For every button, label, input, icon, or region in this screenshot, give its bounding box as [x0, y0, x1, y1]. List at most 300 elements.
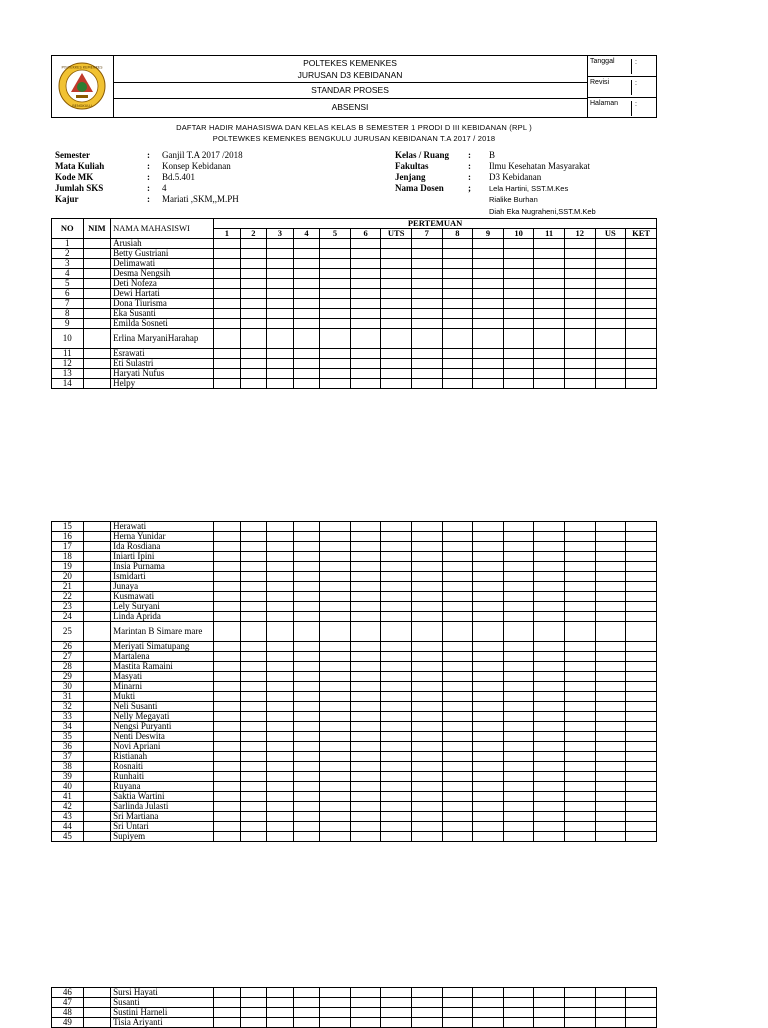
row-attendance-cell [626, 552, 657, 562]
row-nim [83, 379, 111, 389]
row-attendance-cell [442, 832, 473, 842]
row-attendance-cell [503, 329, 534, 349]
row-attendance-cell [595, 249, 626, 259]
row-attendance-cell [267, 722, 294, 732]
row-name: Lely Suryani [111, 602, 214, 612]
row-attendance-cell [442, 812, 473, 822]
row-attendance-cell [595, 329, 626, 349]
col-header-session: 8 [442, 229, 473, 239]
row-attendance-cell [350, 289, 381, 299]
row-attendance-cell [214, 672, 241, 682]
row-attendance-cell [293, 602, 320, 612]
row-nim [83, 269, 111, 279]
row-attendance-cell [534, 349, 565, 359]
row-attendance-cell [503, 542, 534, 552]
row-attendance-cell [350, 832, 381, 842]
row-attendance-cell [381, 259, 412, 269]
row-nim [83, 249, 111, 259]
table-row [52, 742, 657, 752]
row-no: 13 [52, 369, 84, 379]
row-attendance-cell [503, 662, 534, 672]
row-attendance-cell [214, 379, 241, 389]
row-attendance-cell [267, 832, 294, 842]
row-attendance-cell [626, 562, 657, 572]
row-attendance-cell [412, 752, 443, 762]
row-attendance-cell [626, 832, 657, 842]
row-attendance-cell [267, 249, 294, 259]
row-nim [83, 309, 111, 319]
row-name: Masyati [111, 672, 214, 682]
table-row [52, 592, 657, 602]
row-nim [83, 712, 111, 722]
row-attendance-cell [293, 269, 320, 279]
row-no: 18 [52, 552, 84, 562]
row-attendance-cell [320, 702, 351, 712]
row-attendance-cell [381, 742, 412, 752]
row-attendance-cell [564, 259, 595, 269]
table-row [52, 998, 657, 1008]
row-name: Nelly Megayati [111, 712, 214, 722]
row-attendance-cell [350, 602, 381, 612]
row-attendance-cell [442, 702, 473, 712]
col-header-session: 4 [293, 229, 320, 239]
row-attendance-cell [411, 379, 442, 389]
row-attendance-cell [503, 319, 534, 329]
row-attendance-cell [240, 562, 267, 572]
info-value: D3 Kebidanan [489, 172, 542, 182]
row-attendance-cell [442, 672, 473, 682]
row-attendance-cell [626, 542, 657, 552]
row-attendance-cell [412, 662, 443, 672]
row-nim [83, 572, 111, 582]
row-attendance-cell [595, 532, 626, 542]
row-attendance-cell [503, 722, 534, 732]
row-attendance-cell [564, 239, 595, 249]
row-attendance-cell [411, 359, 442, 369]
row-attendance-cell [442, 1008, 473, 1018]
row-attendance-cell [534, 812, 565, 822]
row-attendance-cell [320, 329, 351, 349]
row-attendance-cell [240, 652, 267, 662]
row-attendance-cell [381, 772, 412, 782]
row-attendance-cell [320, 359, 351, 369]
row-attendance-cell [320, 742, 351, 752]
row-attendance-cell [564, 279, 595, 289]
row-attendance-cell [534, 692, 565, 702]
table-row [52, 369, 657, 379]
row-name: Mukti [111, 692, 214, 702]
row-attendance-cell [473, 329, 504, 349]
row-attendance-cell [473, 772, 504, 782]
meta-row-tanggal [587, 56, 656, 76]
row-attendance-cell [411, 259, 442, 269]
row-attendance-cell [381, 812, 412, 822]
row-attendance-cell [293, 832, 320, 842]
row-attendance-cell [293, 672, 320, 682]
table-row [52, 289, 657, 299]
col-header-session: 1 [214, 229, 241, 239]
row-attendance-cell [240, 329, 267, 349]
row-attendance-cell [626, 812, 657, 822]
row-attendance-cell [473, 722, 504, 732]
row-attendance-cell [442, 988, 473, 998]
row-attendance-cell [412, 582, 443, 592]
row-attendance-cell [534, 269, 565, 279]
row-attendance-cell [595, 369, 626, 379]
row-attendance-cell [565, 652, 596, 662]
row-attendance-cell [267, 349, 294, 359]
row-attendance-cell [320, 1008, 351, 1018]
row-attendance-cell [534, 662, 565, 672]
row-attendance-cell [473, 249, 504, 259]
row-attendance-cell [320, 542, 351, 552]
row-attendance-cell [240, 692, 267, 702]
meta-colon: : [635, 59, 637, 66]
row-attendance-cell [267, 642, 294, 652]
row-attendance-cell [320, 782, 351, 792]
row-attendance-cell [503, 802, 534, 812]
row-attendance-cell [473, 988, 504, 998]
row-attendance-cell [320, 672, 351, 682]
row-attendance-cell [534, 572, 565, 582]
row-attendance-cell [442, 329, 473, 349]
row-attendance-cell [595, 722, 626, 732]
row-attendance-cell [595, 309, 626, 319]
row-attendance-cell [565, 702, 596, 712]
row-attendance-cell [503, 682, 534, 692]
row-attendance-cell [320, 622, 351, 642]
row-nim [83, 782, 111, 792]
row-attendance-cell [240, 998, 267, 1008]
row-no: 42 [52, 802, 84, 812]
row-nim [83, 652, 111, 662]
table-row [52, 349, 657, 359]
row-attendance-cell [267, 998, 294, 1008]
row-no: 28 [52, 662, 84, 672]
row-attendance-cell [565, 572, 596, 582]
row-nim [83, 592, 111, 602]
row-attendance-cell [534, 998, 565, 1008]
row-attendance-cell [412, 702, 443, 712]
row-attendance-cell [442, 692, 473, 702]
row-attendance-cell [503, 532, 534, 542]
row-attendance-cell [534, 602, 565, 612]
info-label: Kajur [55, 194, 79, 204]
row-attendance-cell [412, 542, 443, 552]
row-no: 21 [52, 582, 84, 592]
row-attendance-cell [240, 239, 267, 249]
info-separator: : [468, 172, 471, 182]
row-attendance-cell [214, 349, 241, 359]
row-attendance-cell [381, 572, 412, 582]
row-no: 15 [52, 522, 84, 532]
row-attendance-cell [320, 239, 351, 249]
row-nim [83, 802, 111, 812]
row-attendance-cell [214, 522, 241, 532]
row-attendance-cell [381, 532, 412, 542]
row-attendance-cell [350, 642, 381, 652]
row-attendance-cell [240, 832, 267, 842]
row-nim [83, 259, 111, 269]
col-header-session: 11 [534, 229, 565, 239]
row-attendance-cell [240, 1018, 267, 1028]
table-row [52, 572, 657, 582]
info-value: Ilmu Kesehatan Masyarakat [489, 161, 590, 171]
row-attendance-cell [293, 662, 320, 672]
row-attendance-cell [350, 582, 381, 592]
row-attendance-cell [381, 309, 412, 319]
row-no: 31 [52, 692, 84, 702]
row-attendance-cell [626, 672, 657, 682]
row-attendance-cell [595, 239, 626, 249]
row-nim [83, 822, 111, 832]
row-attendance-cell [214, 702, 241, 712]
row-attendance-cell [240, 762, 267, 772]
row-attendance-cell [412, 622, 443, 642]
attendance-table-page-2 [51, 521, 657, 842]
row-attendance-cell [473, 552, 504, 562]
row-attendance-cell [534, 582, 565, 592]
row-attendance-cell [411, 279, 442, 289]
row-attendance-cell [267, 782, 294, 792]
row-nim [83, 702, 111, 712]
row-attendance-cell [503, 309, 534, 319]
row-attendance-cell [595, 299, 626, 309]
row-attendance-cell [412, 1008, 443, 1018]
row-attendance-cell [320, 522, 351, 532]
row-attendance-cell [240, 1008, 267, 1018]
row-attendance-cell [412, 602, 443, 612]
row-attendance-cell [267, 1008, 294, 1018]
row-attendance-cell [503, 782, 534, 792]
table-row [52, 1008, 657, 1018]
attendance-table-page-1 [51, 218, 657, 389]
row-attendance-cell [214, 1018, 241, 1028]
row-attendance-cell [214, 752, 241, 762]
row-attendance-cell [565, 532, 596, 542]
logo-text-top: POLTEKKES KEMENKES [61, 65, 103, 70]
row-attendance-cell [293, 359, 320, 369]
row-attendance-cell [442, 572, 473, 582]
row-attendance-cell [595, 582, 626, 592]
row-attendance-cell [412, 572, 443, 582]
row-attendance-cell [442, 742, 473, 752]
row-attendance-cell [214, 682, 241, 692]
table-header-row [52, 219, 657, 229]
row-attendance-cell [442, 369, 473, 379]
row-attendance-cell [240, 299, 267, 309]
row-attendance-cell [411, 299, 442, 309]
row-attendance-cell [214, 309, 241, 319]
row-name: Neli Susanti [111, 702, 214, 712]
row-attendance-cell [240, 319, 267, 329]
dosen-name: Diah Eka Nugraheni,SST.M.Keb [489, 207, 596, 216]
row-attendance-cell [534, 822, 565, 832]
row-name: Sri Martiana [111, 812, 214, 822]
row-attendance-cell [214, 259, 241, 269]
row-attendance-cell [412, 812, 443, 822]
row-attendance-cell [214, 562, 241, 572]
row-attendance-cell [381, 582, 412, 592]
row-name: Sursi Hayati [111, 988, 214, 998]
row-attendance-cell [293, 572, 320, 582]
row-no: 34 [52, 722, 84, 732]
row-attendance-cell [412, 562, 443, 572]
row-attendance-cell [473, 562, 504, 572]
col-header-session: 12 [564, 229, 595, 239]
row-attendance-cell [293, 319, 320, 329]
row-attendance-cell [595, 782, 626, 792]
col-header-session: 2 [240, 229, 267, 239]
row-attendance-cell [412, 682, 443, 692]
row-no: 8 [52, 309, 84, 319]
row-attendance-cell [214, 582, 241, 592]
row-attendance-cell [534, 988, 565, 998]
row-attendance-cell [350, 802, 381, 812]
row-attendance-cell [214, 592, 241, 602]
row-attendance-cell [293, 279, 320, 289]
row-attendance-cell [267, 802, 294, 812]
row-attendance-cell [534, 712, 565, 722]
row-attendance-cell [320, 369, 351, 379]
row-attendance-cell [267, 988, 294, 998]
row-name: Dona Tiurisma [111, 299, 214, 309]
row-attendance-cell [381, 269, 412, 279]
row-attendance-cell [595, 692, 626, 702]
row-attendance-cell [473, 269, 504, 279]
row-attendance-cell [214, 762, 241, 772]
row-attendance-cell [214, 249, 241, 259]
row-attendance-cell [564, 249, 595, 259]
row-attendance-cell [564, 299, 595, 309]
row-attendance-cell [267, 762, 294, 772]
row-attendance-cell [214, 572, 241, 582]
row-no: 30 [52, 682, 84, 692]
row-no: 20 [52, 572, 84, 582]
row-attendance-cell [442, 682, 473, 692]
header-line-4: ABSENSI [331, 102, 369, 112]
col-header-no: NO [52, 219, 84, 239]
row-attendance-cell [564, 289, 595, 299]
row-attendance-cell [267, 319, 294, 329]
meta-label-halaman: Halaman [590, 100, 619, 107]
row-attendance-cell [293, 1008, 320, 1018]
row-attendance-cell [534, 742, 565, 752]
table-row [52, 732, 657, 742]
row-attendance-cell [293, 712, 320, 722]
row-attendance-cell [503, 822, 534, 832]
row-attendance-cell [442, 259, 473, 269]
row-attendance-cell [412, 532, 443, 542]
row-attendance-cell [293, 249, 320, 259]
row-name: Saktia Wartini [111, 792, 214, 802]
row-attendance-cell [595, 359, 626, 369]
row-attendance-cell [534, 612, 565, 622]
row-attendance-cell [267, 522, 294, 532]
row-attendance-cell [381, 702, 412, 712]
row-no: 12 [52, 359, 84, 369]
row-attendance-cell [564, 319, 595, 329]
row-attendance-cell [534, 732, 565, 742]
info-separator: : [147, 194, 150, 204]
table-row [52, 752, 657, 762]
row-attendance-cell [534, 642, 565, 652]
row-attendance-cell [240, 682, 267, 692]
row-attendance-cell [626, 1018, 657, 1028]
row-attendance-cell [503, 1018, 534, 1028]
row-attendance-cell [293, 822, 320, 832]
meta-row-halaman [587, 98, 656, 118]
row-attendance-cell [473, 712, 504, 722]
row-name: Helpy [111, 379, 214, 389]
row-attendance-cell [565, 672, 596, 682]
row-no: 33 [52, 712, 84, 722]
row-name: Erlina MaryaniHarahap [111, 329, 214, 349]
row-attendance-cell [442, 612, 473, 622]
row-attendance-cell [626, 379, 657, 389]
table-row [52, 552, 657, 562]
row-attendance-cell [381, 802, 412, 812]
row-attendance-cell [595, 522, 626, 532]
row-attendance-cell [626, 319, 657, 329]
row-nim [83, 692, 111, 702]
row-attendance-cell [350, 622, 381, 642]
header-line-1: POLTEKES KEMENKES [303, 58, 397, 68]
info-label: Nama Dosen [395, 183, 444, 193]
row-attendance-cell [626, 239, 657, 249]
row-attendance-cell [503, 349, 534, 359]
row-attendance-cell [214, 289, 241, 299]
row-attendance-cell [350, 542, 381, 552]
row-attendance-cell [293, 562, 320, 572]
row-no: 26 [52, 642, 84, 652]
row-attendance-cell [320, 722, 351, 732]
row-nim [83, 752, 111, 762]
row-no: 37 [52, 752, 84, 762]
row-attendance-cell [320, 582, 351, 592]
row-attendance-cell [240, 572, 267, 582]
row-attendance-cell [534, 532, 565, 542]
row-attendance-cell [595, 552, 626, 562]
row-attendance-cell [564, 269, 595, 279]
row-attendance-cell [626, 522, 657, 532]
col-header-session: 5 [320, 229, 351, 239]
row-attendance-cell [442, 802, 473, 812]
row-attendance-cell [320, 732, 351, 742]
row-attendance-cell [320, 802, 351, 812]
row-name: Eka Susanti [111, 309, 214, 319]
row-no: 4 [52, 269, 84, 279]
row-attendance-cell [320, 652, 351, 662]
table-row [52, 832, 657, 842]
row-attendance-cell [293, 772, 320, 782]
row-nim [83, 542, 111, 552]
row-attendance-cell [473, 792, 504, 802]
row-attendance-cell [267, 309, 294, 319]
row-attendance-cell [595, 602, 626, 612]
row-attendance-cell [320, 592, 351, 602]
row-attendance-cell [626, 642, 657, 652]
row-attendance-cell [565, 998, 596, 1008]
row-attendance-cell [626, 682, 657, 692]
row-name: Runhaiti [111, 772, 214, 782]
col-header-pertemuan: PERTEMUAN [214, 219, 657, 229]
row-attendance-cell [214, 792, 241, 802]
info-value: Mariati ,SKM,,M.PH [162, 194, 239, 204]
row-attendance-cell [240, 582, 267, 592]
row-attendance-cell [534, 279, 565, 289]
row-attendance-cell [473, 532, 504, 542]
